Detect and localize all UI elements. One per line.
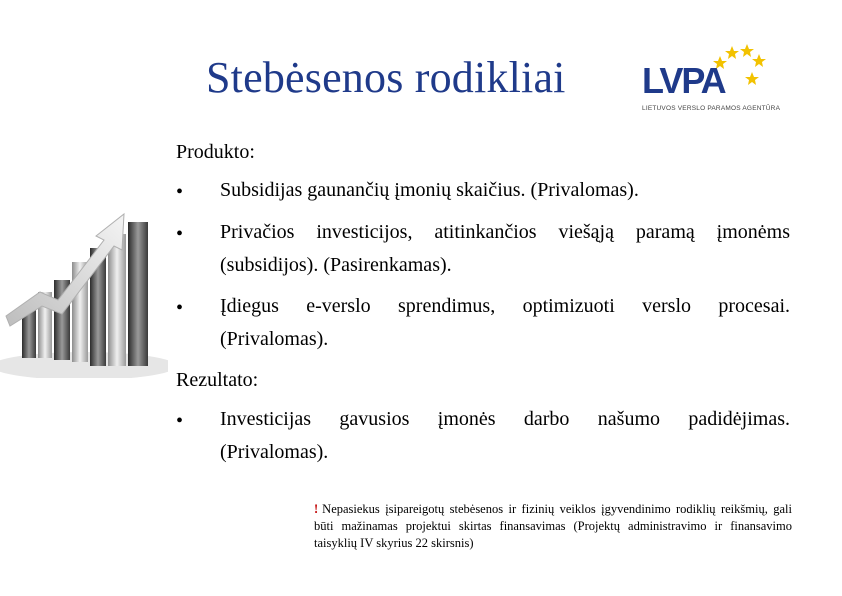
logo-tagline: LIETUVOS VERSLO PARAMOS AGENTŪRA [642,105,781,112]
lvpa-logo [638,42,781,118]
bullet-marker: • [176,410,184,432]
list-item [220,403,790,469]
bullet-marker: • [176,223,184,245]
rezultato-heading: Rezultato: [176,369,259,391]
list-item [220,174,790,207]
list-item-text-line2: (subsidijos). (Pasirenkamas). [220,254,452,276]
footnote [314,501,792,552]
produkto-heading: Produkto: [176,141,255,163]
list-item-text: Subsidijas gaunančių įmonių skaičius. (Privalomas). [220,179,639,201]
footnote-text: Nepasiekus įsipareigotų stebėsenos ir fizinių veiklos įgyvendinimo rodiklių reikšmių, gali būti mažinamas projektui skirtas finansavimas (Projektų administravimo ir finansavimo taisyklių IV skyrius 22 skirsnis) [314,502,792,550]
list-item-text-line1: Įdiegus e-verslo sprendimus, optimizuoti verslo procesai. [220,295,790,317]
bullet-marker: • [176,297,184,319]
list-item-text-line1: Investicijas gavusios įmonės darbo našumo padidėjimas. [220,408,790,430]
warning-mark: ! [314,502,319,516]
page-title: Stebėsenos rodikliai [206,53,566,102]
list-item-text-line2: (Privalomas). [220,328,329,350]
bar-chart-decorative-image [0,196,168,378]
list-item [220,290,790,356]
list-item-text-line2: (Privalomas). [220,441,329,463]
bullet-marker: • [176,181,184,203]
logo-wordmark: LVPA [642,60,725,101]
list-item-text-line1: Privačios investicijos, atitinkančios viešąją paramą įmonėms [220,221,790,243]
list-item [220,216,790,282]
